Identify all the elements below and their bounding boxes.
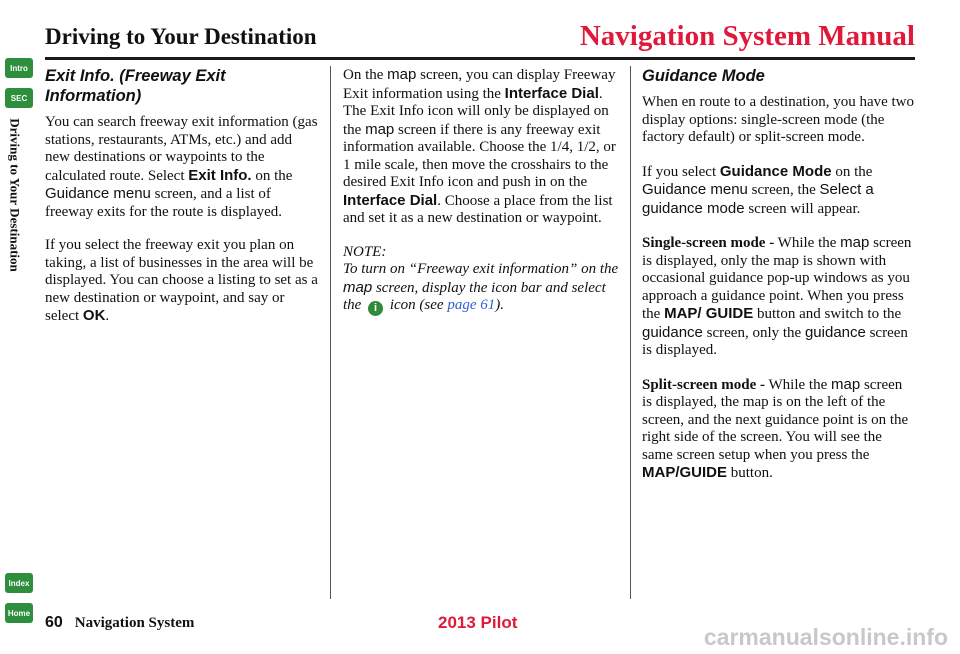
vertical-section-label (2, 100, 28, 290)
intro-tab[interactable]: Intro (5, 58, 33, 78)
manual-title: Navigation System Manual (579, 20, 915, 52)
page-section-title: Driving to Your Destination (45, 24, 317, 49)
guidance-mode-paragraph-2: If you select Guidance Mode on the Guidance menu screen, the Select a guidance mode screen will appear. (642, 162, 874, 217)
info-icon: i (368, 301, 383, 316)
vertical-section-label-text: Driving to Your Destination (8, 118, 24, 272)
guidance-mode-heading: Guidance Mode (642, 67, 765, 85)
guidance-mode-paragraph-1: When en route to a destination, you have two display options: single-screen mode (the factory default) or split-screen mode. (642, 94, 915, 145)
header-divider (45, 57, 915, 60)
exit-info-paragraph-2: If you select the freeway exit you plan on taking, a list of businesses in the area will be displayed. You can choose a listing to set as a new destination or waypoint, and say or select OK. (45, 237, 318, 324)
column-exit-info-map (343, 66, 621, 332)
exit-info-heading: Exit Info. (Freeway Exit Information) (45, 67, 226, 105)
single-screen-mode-paragraph: Single-screen mode - While the map screen is displayed, only the map is shown with occasional guidance pop-up windows as you approach a guidance point. When you press the MAP/ GUIDE button and switch to the guidance screen, only the guidance screen is displayed. (642, 234, 912, 358)
page-footer (45, 614, 194, 632)
vehicle-model: 2013 Pilot (438, 613, 518, 632)
home-tab[interactable]: Home (5, 603, 33, 623)
split-screen-mode-paragraph: Split-screen mode - While the map screen is displayed, the map is on the left of the screen, and the next guidance point is on the right side of the screen. You will see the same screen setup when you press the MAP/GUIDE button. (642, 375, 909, 481)
page-61-link[interactable]: page 61 (447, 297, 496, 313)
exit-info-paragraph-1: You can search freeway exit information (gas stations, restaurants, ATMs, etc.) and add new destinations or waypoints to the calculated route. Select Exit Info. on the Guidance menu screen, and a list of freeway exits for the route is displayed. (45, 114, 318, 220)
column-guidance-mode (642, 66, 914, 499)
note-label: NOTE: (343, 243, 387, 260)
index-tab[interactable]: Index (5, 573, 33, 593)
section-tab[interactable]: SEC (5, 88, 33, 108)
column-divider-2 (630, 66, 631, 599)
footer-label: Navigation System (74, 615, 195, 631)
column-divider-1 (330, 66, 331, 599)
site-watermark: carmanualsonline.info (703, 624, 948, 650)
page-number: 60 (45, 614, 63, 631)
map-exit-info-paragraph: On the map screen, you can display Freeway Exit information using the Interface Dial. The Exit Info icon will only be displayed on the map screen if there is any freeway exit information available. Choose the 1/4, 1/2, or 1 mile scale, then move the crosshairs to the desired Exit Info icon and push in on the Interface Dial. Choose a place from the list and set it as a new destination or waypoint. (343, 66, 616, 226)
column-exit-info (45, 66, 320, 342)
note-paragraph: NOTE: To turn on “Freeway exit information” on the map screen, display the icon bar and select the i icon (see page 61). (343, 243, 619, 314)
